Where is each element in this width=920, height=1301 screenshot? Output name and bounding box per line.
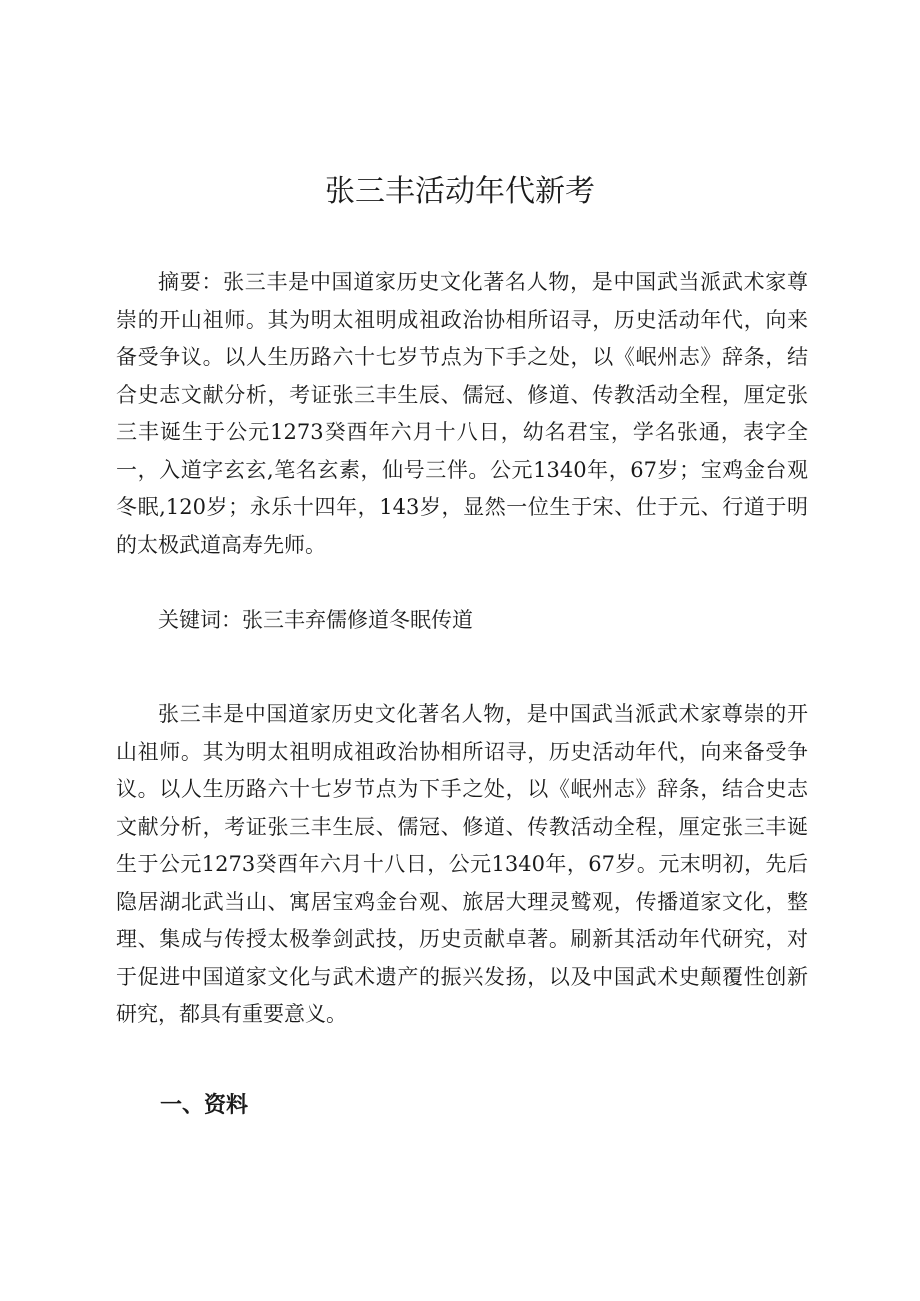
abstract-paragraph: 摘要：张三丰是中国道家历史文化著名人物，是中国武当派武术家尊崇的开山祖师。其为明太祖明成祖政治协相所诏寻，历史活动年代，向来备受争议。以人生历路六十七岁节点为下手之处，以《岷州志》辞条，结合史志文献分析，考证张三丰生辰、儒冠、修道、传教活动全程，厘定张三丰诞生于公元1273癸酉年六月十八日，幼名君宝，学名张通，表字全一，入道字玄玄,笔名玄素，仙号三伴。公元1340年，67岁；宝鸡金台观冬眠,120岁；永乐十四年，143岁，显然一位生于宋、仕于元、行道于明的太极武道高寿先师。 <box>116 270 808 557</box>
section-heading: 一、资料 <box>160 1093 249 1118</box>
document-title: 张三丰活动年代新考 <box>325 174 595 209</box>
keywords-line: 关键词：张三丰弃儒修道冬眠传道 <box>158 608 473 632</box>
body-paragraph: 张三丰是中国道家历史文化著名人物，是中国武当派武术家尊崇的开山祖师。其为明太祖明成祖政治协相所诏寻，历史活动年代，向来备受争议。以人生历路六十七岁节点为下手之处，以《岷州志》辞条，结合史志文献分析，考证张三丰生辰、儒冠、修道、传教活动全程，厘定张三丰诞生于公元1273癸酉年六月十八日，公元1340年，67岁。元末明初，先后隐居湖北武当山、寓居宝鸡金台观、旅居大理灵鹫观，传播道家文化，整理、集成与传授太极拳剑武技，历史贡献卓著。刷新其活动年代研究，对于促进中国道家文化与武术遗产的振兴发扬，以及中国武术史颠覆性创新研究，都具有重要意义。 <box>116 702 808 1026</box>
